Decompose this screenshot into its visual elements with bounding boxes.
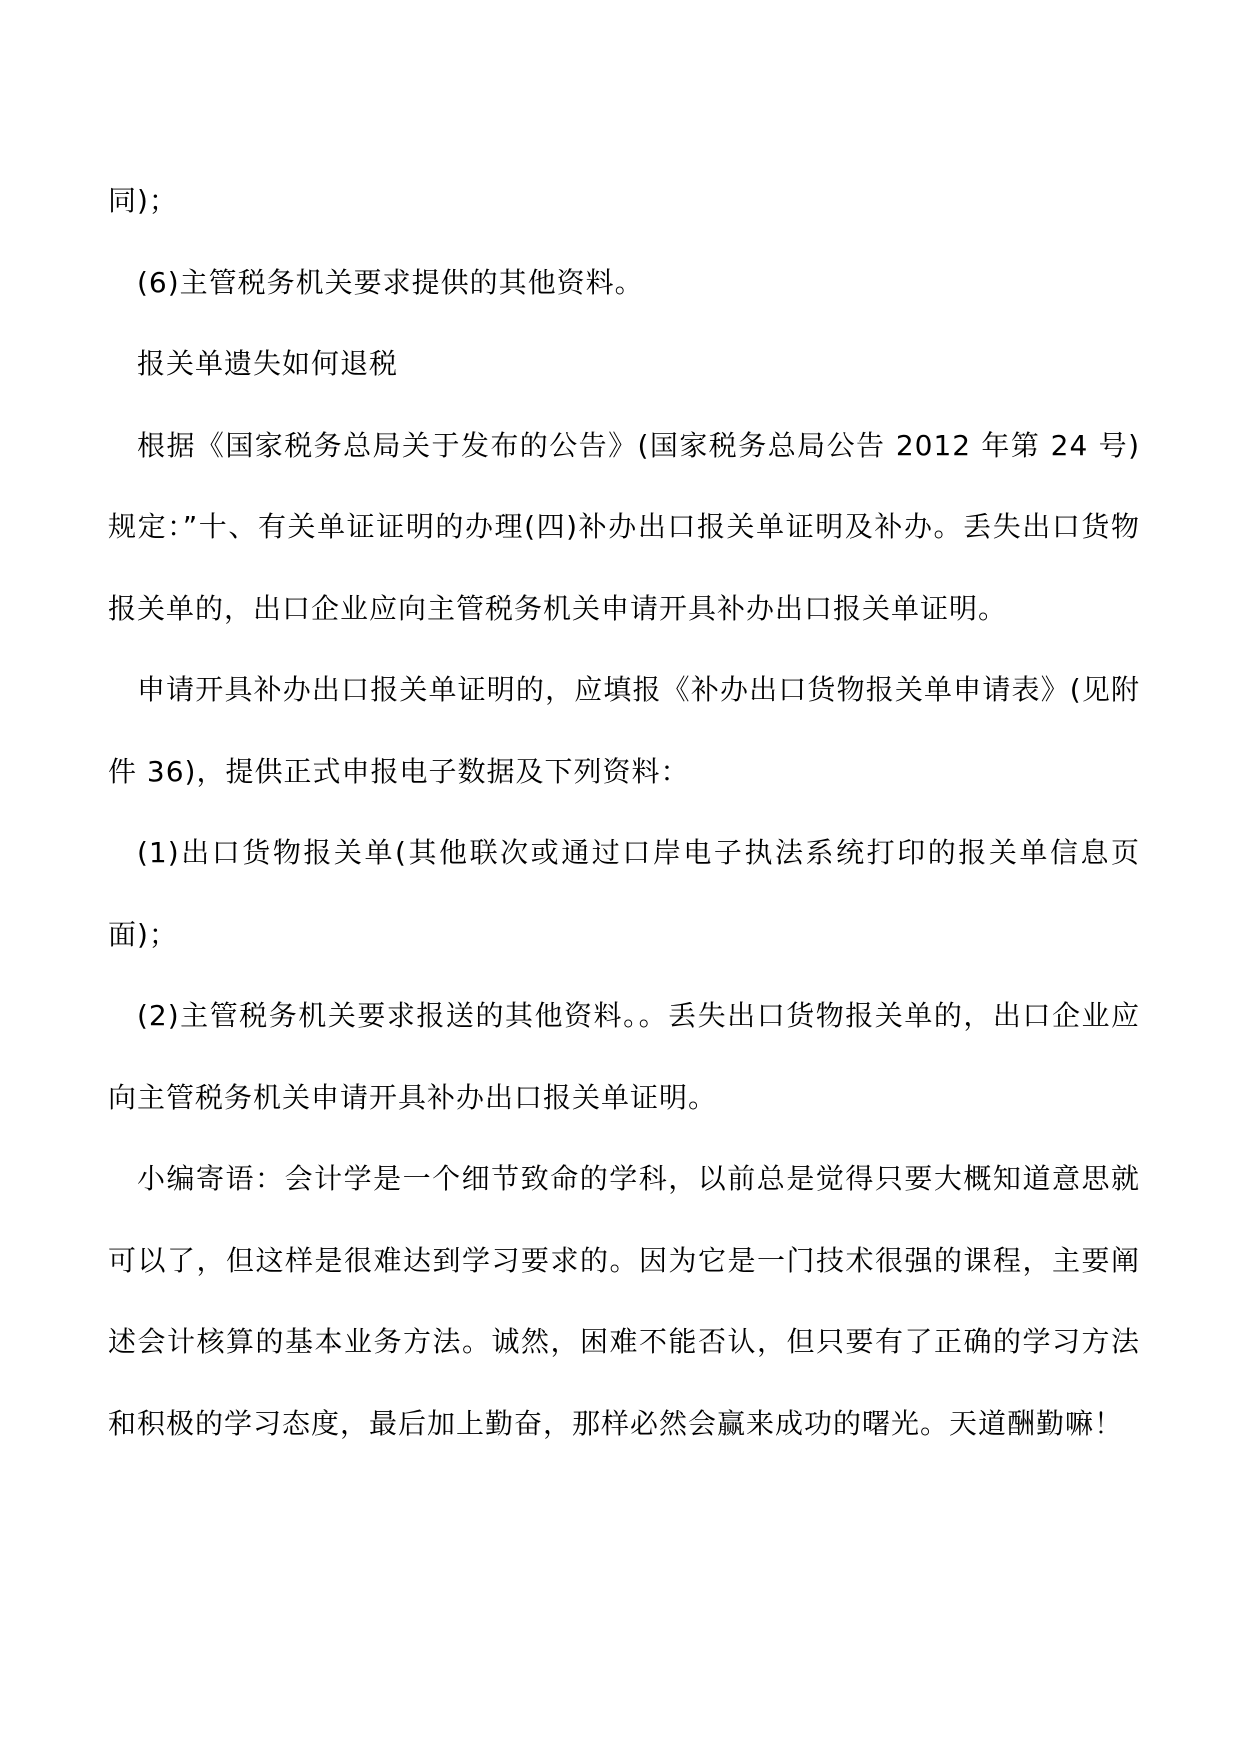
document-body [108,160,1140,1464]
paragraph-regulation: 根据《国家税务总局关于发布的公告》(国家税务总局公告 2012 年第 24 号)规定：”十、有关单证证明的办理(四)补办出口报关单证明及补办。丢失出口货物报关单的，出口企业应向主管税务机关申请开具补办出口报关单证明。 [108,428,1140,625]
section-heading: 报关单遗失如何退税 [137,347,399,380]
paragraph-item-2: (2)主管税务机关要求报送的其他资料。。丢失出口货物报关单的，出口企业应向主管税务机关申请开具补办出口报关单证明。 [108,999,1140,1114]
paragraph-item-1: (1)出口货物报关单(其他联次或通过口岸电子执法系统打印的报关单信息页面)； [108,836,1140,951]
paragraph-application: 申请开具补办出口报关单证明的，应填报《补办出口货物报关单申请表》(见附件 36)，提供正式申报电子数据及下列资料： [108,673,1140,788]
paragraph-item-6: (6)主管税务机关要求提供的其他资料。 [137,265,644,299]
paragraph-editor-note: 小编寄语：会计学是一个细节致命的学科，以前总是觉得只要大概知道意思就可以了，但这样是很难达到学习要求的。因为它是一门技术很强的课程，主要阐述会计核算的基本业务方法。诚然，困难不能否认，但只要有了正确的学习方法和积极的学习态度，最后加上勤奋，那样必然会赢来成功的曙光。天道酬勤嘛！ [108,1162,1140,1440]
paragraph-continuation: 同)； [108,184,178,217]
